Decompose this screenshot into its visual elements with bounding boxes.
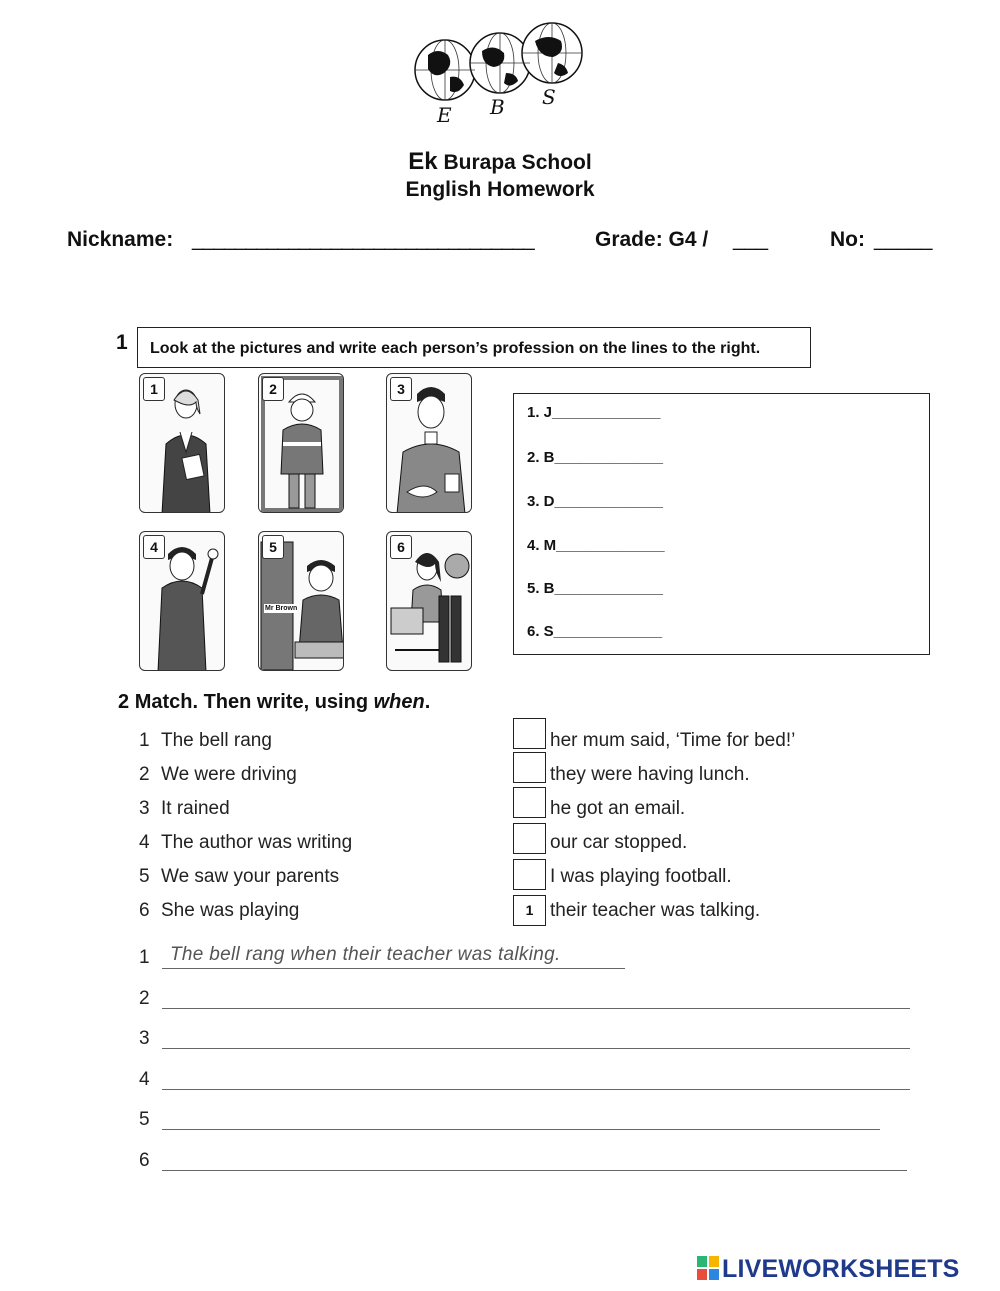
- item-text: The bell rang: [161, 730, 272, 751]
- match-box-1[interactable]: [513, 718, 546, 749]
- nickname-field[interactable]: ________________________________: [192, 228, 534, 251]
- item-number: 4: [139, 832, 150, 853]
- exercise-1-instruction: Look at the pictures and write each person’s profession on the lines to the right.: [137, 327, 811, 368]
- liveworksheets-logo-icon: [697, 1256, 719, 1280]
- grade-field[interactable]: ___: [733, 228, 769, 251]
- match-left-4: [139, 832, 352, 854]
- write-line-number-6: 6: [139, 1150, 150, 1171]
- match-box-4[interactable]: [513, 823, 546, 854]
- door-sign: Mr Brown: [265, 605, 298, 612]
- match-left-3: [139, 798, 230, 820]
- example-underline: [162, 968, 625, 969]
- write-line-4[interactable]: [162, 1089, 910, 1090]
- item-text: The author was writing: [161, 832, 353, 853]
- answer-line-3[interactable]: 3. D_____________: [527, 493, 663, 510]
- number-label: No:: [830, 228, 865, 251]
- item-number: 3: [139, 798, 150, 819]
- match-right-1: her mum said, ‘Time for bed!’: [550, 730, 796, 751]
- match-box-2[interactable]: [513, 752, 546, 783]
- logo-letter-e: E: [437, 103, 452, 127]
- item-text: We were driving: [161, 764, 297, 785]
- match-box-6[interactable]: 1: [513, 895, 546, 926]
- match-right-5: I was playing football.: [550, 866, 732, 887]
- match-left-2: [139, 764, 297, 786]
- exercise-1-number: 1: [116, 331, 128, 354]
- number-field[interactable]: _____: [874, 228, 933, 251]
- write-line-number-5: 5: [139, 1109, 150, 1130]
- match-left-5: [139, 866, 339, 888]
- match-box-3[interactable]: [513, 787, 546, 818]
- match-box-5[interactable]: [513, 859, 546, 890]
- picture-4: [139, 531, 225, 671]
- write-line-3[interactable]: [162, 1048, 910, 1049]
- exercise-2-number: 2: [118, 691, 130, 713]
- picture-number: 6: [390, 535, 412, 559]
- match-right-4: our car stopped.: [550, 832, 688, 853]
- picture-number: 2: [262, 377, 284, 401]
- picture-number: 1: [143, 377, 165, 401]
- answer-line-2[interactable]: 2. B_____________: [527, 449, 663, 466]
- item-text: It rained: [161, 798, 230, 819]
- write-line-number-2: 2: [139, 988, 150, 1009]
- item-text: We saw your parents: [161, 866, 340, 887]
- profession-answer-box: [513, 393, 930, 655]
- write-line-2[interactable]: [162, 1008, 910, 1009]
- school-name-text: Burapa School: [443, 151, 592, 174]
- example-answer: The bell rang when their teacher was talking.: [170, 944, 561, 965]
- match-right-3: he got an email.: [550, 798, 686, 819]
- write-line-number-4: 4: [139, 1069, 150, 1090]
- picture-number: 3: [390, 377, 412, 401]
- picture-1: [139, 373, 225, 513]
- answer-line-5[interactable]: 5. B_____________: [527, 580, 663, 597]
- nickname-label: Nickname:: [67, 228, 174, 251]
- write-line-6[interactable]: [162, 1170, 907, 1171]
- logo-letter-s: S: [542, 85, 556, 109]
- logo-letter-b: B: [490, 95, 505, 119]
- exercise-2-title-text: Match. Then write, using: [134, 691, 369, 713]
- picture-2: [258, 373, 344, 513]
- grade-label: Grade: G4 /: [595, 228, 709, 251]
- match-left-6: [139, 900, 299, 922]
- write-line-number-1: 1: [139, 947, 150, 968]
- item-text: She was playing: [161, 900, 300, 921]
- answer-line-6[interactable]: 6. S_____________: [527, 623, 663, 640]
- answer-line-1[interactable]: 1. J_____________: [527, 404, 661, 421]
- write-line-number-3: 3: [139, 1028, 150, 1049]
- picture-number: 5: [262, 535, 284, 559]
- match-left-1: [139, 730, 272, 752]
- exercise-2-title-end: .: [424, 691, 431, 713]
- picture-number: 4: [143, 535, 165, 559]
- match-right-6: their teacher was talking.: [550, 900, 761, 921]
- school-logo: [410, 15, 590, 130]
- write-line-5[interactable]: [162, 1129, 880, 1130]
- answer-line-4[interactable]: 4. M_____________: [527, 537, 665, 554]
- item-number: 6: [139, 900, 150, 921]
- brand-text: LIVEWORKSHEETS: [722, 1255, 960, 1283]
- item-number: 2: [139, 764, 150, 785]
- item-number: 1: [139, 730, 150, 751]
- match-right-2: they were having lunch.: [550, 764, 750, 785]
- exercise-2-title: [118, 691, 430, 714]
- liveworksheets-brand: [697, 1255, 960, 1284]
- school-prefix: Ek: [408, 148, 438, 175]
- school-name: [0, 148, 1000, 176]
- homework-title: English Homework: [405, 178, 595, 201]
- exercise-2-title-keyword: when: [373, 691, 425, 713]
- item-number: 5: [139, 866, 150, 887]
- picture-6: [386, 531, 472, 671]
- picture-5: [258, 531, 344, 671]
- picture-3: [386, 373, 472, 513]
